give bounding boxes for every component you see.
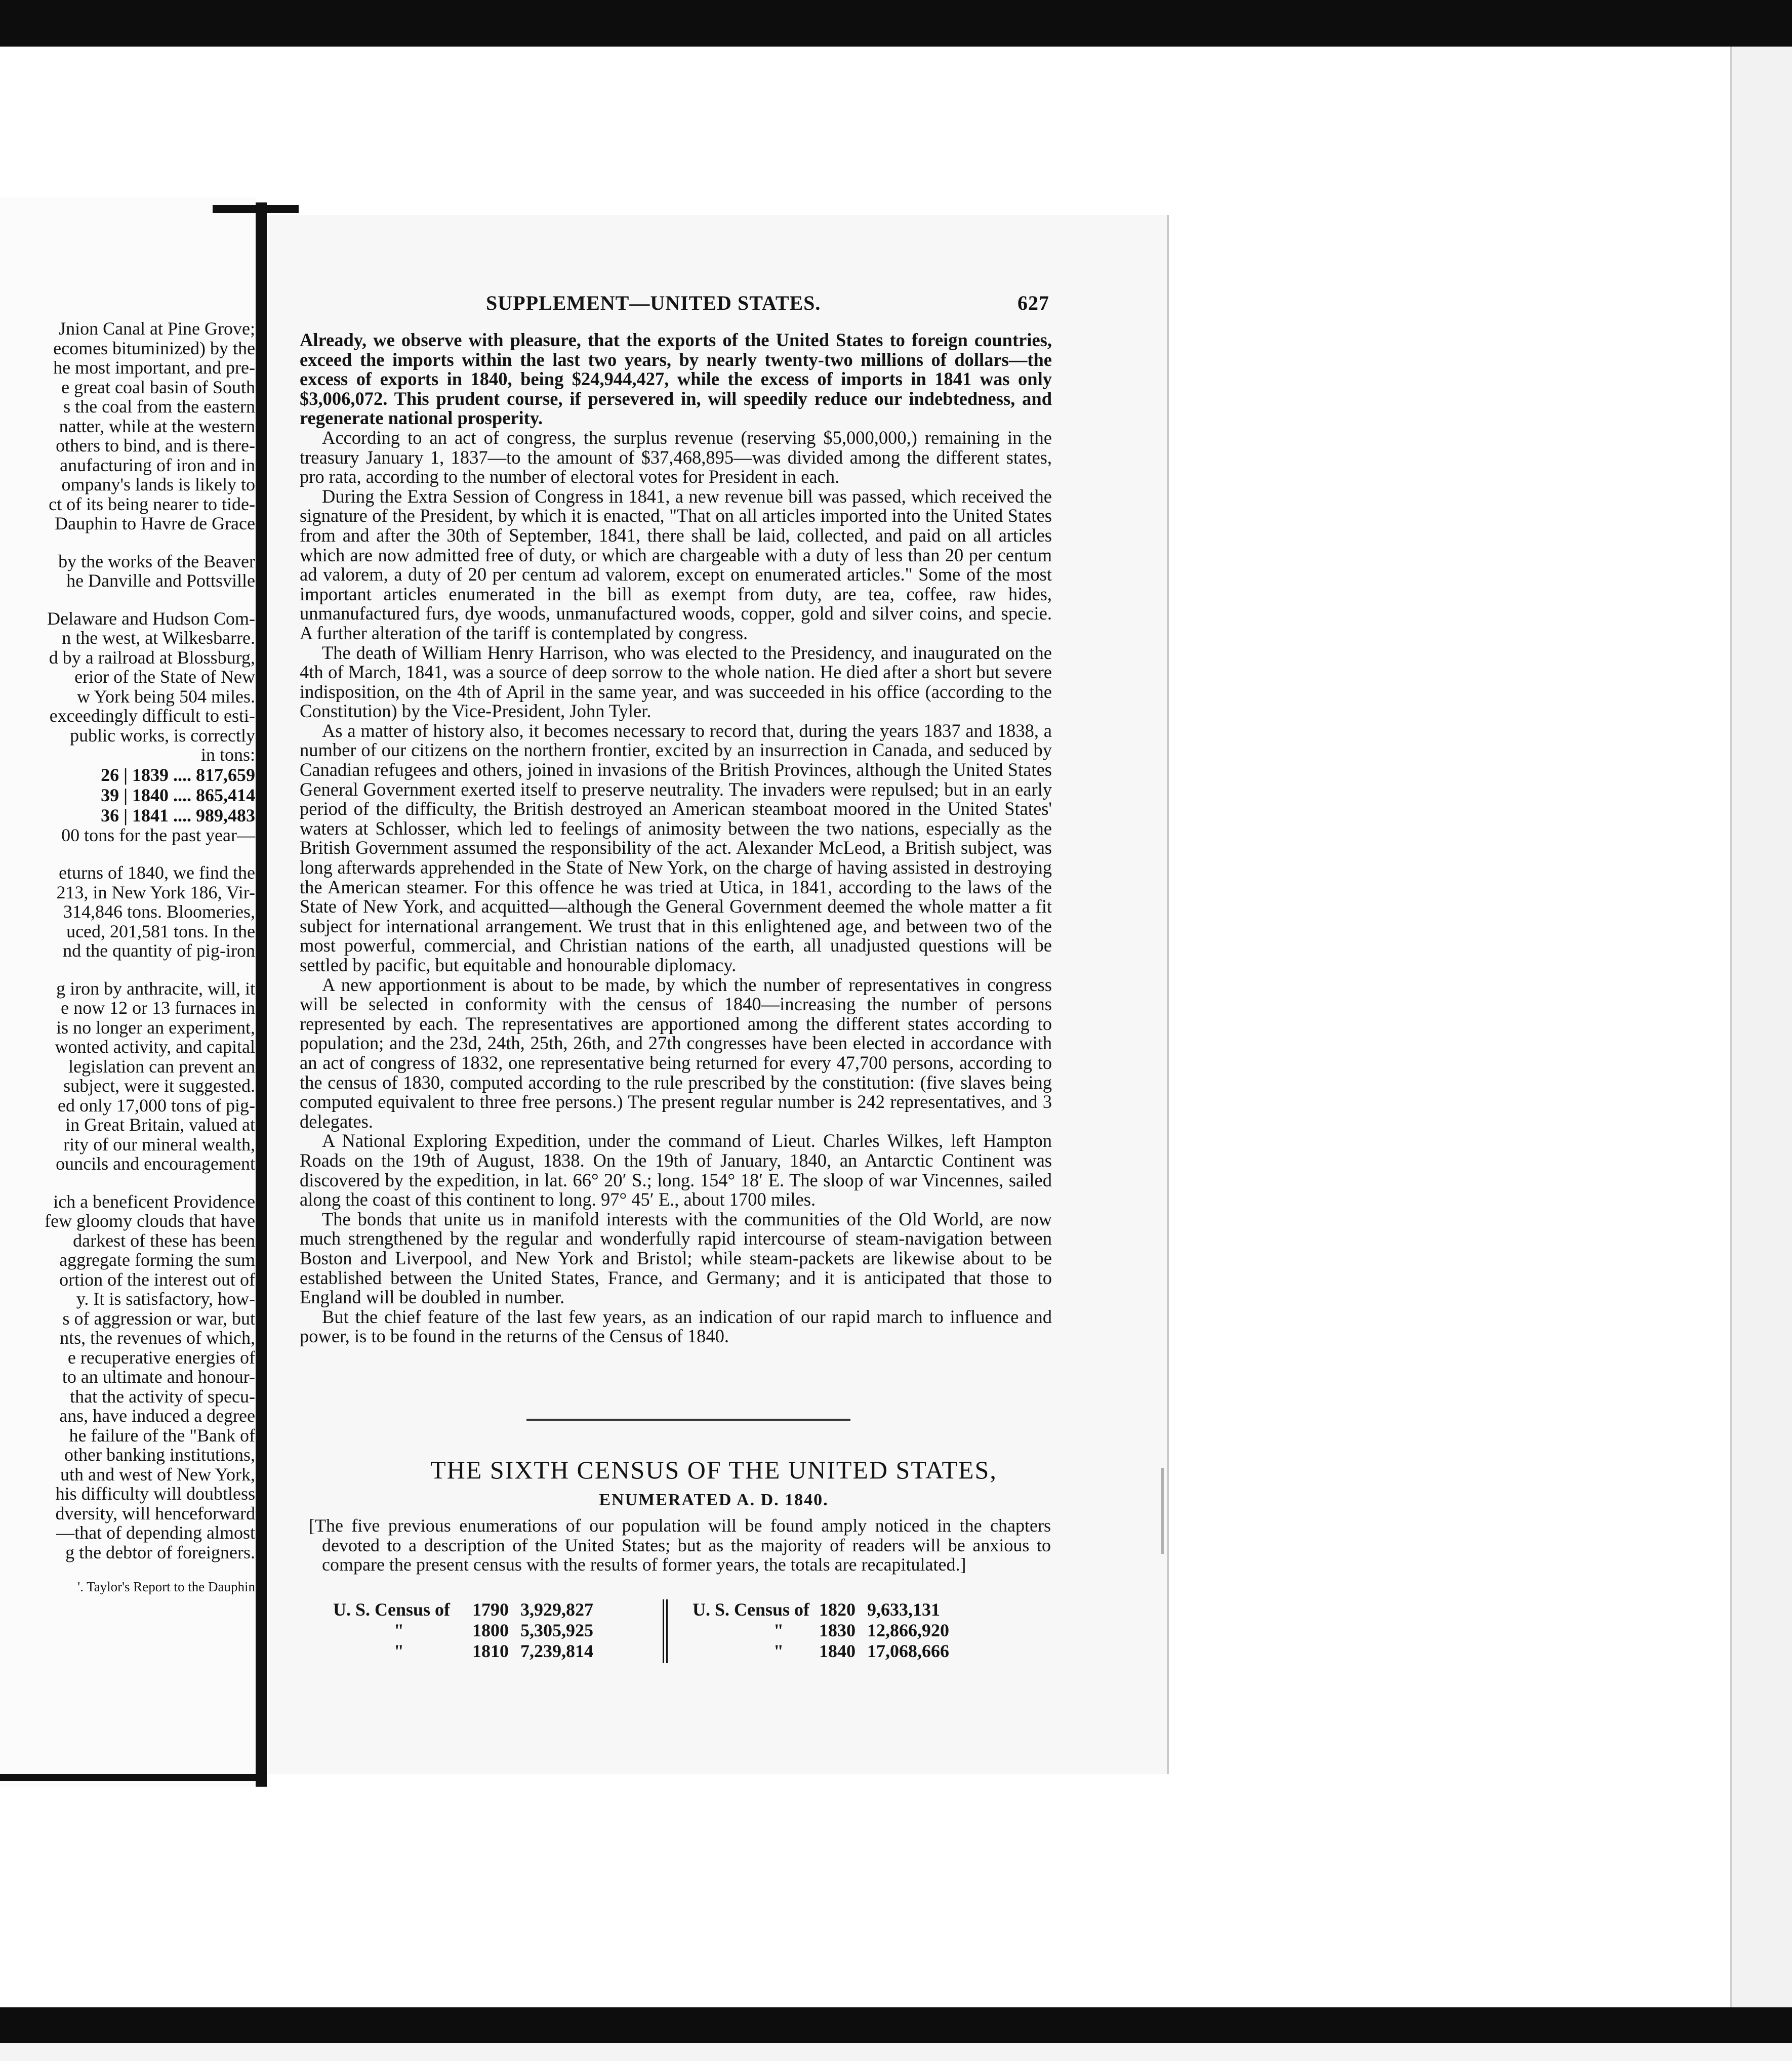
paragraph: The bonds that unite us in manifold interests with the communities of the Old World, are now much strengthened by the regular and wonderfully rapid intercourse of steam-navigation between Boston and Liverpool, and New York and Bristol; while steam-packets are likewise about to be established between the United States, France, and Germany; and it is anticipated that those to England will be doubled in number.: [300, 1208, 1052, 1308]
left-page-lines: [0, 319, 255, 765]
gutter-rule: [256, 202, 267, 1787]
text-line: ortion of the interest out of: [59, 1269, 255, 1290]
text-line: e now 12 or 13 furnaces in: [61, 998, 255, 1018]
table-row: [333, 1641, 1062, 1662]
paragraph: But the chief feature of the last few years, as an indication of our rapid march to influence and power, is to be found in the returns of the Census of 1840.: [300, 1306, 1052, 1347]
text-line: g the debtor of foreigners.: [65, 1542, 255, 1562]
census-value: 7,239,814: [520, 1641, 593, 1661]
paragraph: According to an act of congress, the surplus revenue (reserving $5,000,000,) remaining in the treasury January 1, 1837—to the amount of $37,468,895—was divided among the different states, pro rata, according to the number of electoral votes for President in each.: [300, 427, 1052, 487]
paragraph: Already, we observe with pleasure, that the exports of the United States to foreign countries, exceed the imports within the last two years, by nearly twenty-two millions of dollars—the excess of exports in 1840, being $24,944,427, while the excess of imports in 1841 was only $3,006,072. This prudent course, if persevered in, will speedily reduce our indebtedness, and regenerate national prosperity.: [300, 329, 1052, 429]
text-line: he Danville and Pottsville: [66, 570, 255, 591]
text-line: to an ultimate and honour-: [62, 1367, 255, 1387]
text-line: in Great Britain, valued at: [65, 1115, 255, 1135]
paragraph: During the Extra Session of Congress in 1841, a new revenue bill was passed, which received the signature of the President, by which it is enacted, "That on all articles imported into the United States from and after the 30th of September, 1841, there shall be laid, collected, and paid on all articles which are now admitted free of duty, or which are chargeable with a duty of less than 20 per centum ad valorem, a duty of 20 per centum ad valorem, except on enumerated articles." Some of the most important articles enumerated in the bill as exempt from duty, are tea, coffee, raw hides, unmanufactured furs, dye woods, unmanufactured woods, copper, gold and silver coins, and specie. A further alteration of the tariff is contemplated by congress.: [300, 485, 1052, 643]
census-note: [The five previous enumerations of our population will be found amply noticed in the chapters devoted to a description of the United States; but as the majority of readers will be anxious to compare the present census with the results of former years, the totals are recapitulated.]: [309, 1515, 1051, 1575]
census-label: ": [394, 1641, 404, 1661]
spacer: [0, 845, 255, 863]
text-line: in tons:: [200, 745, 255, 765]
left-page-tonnage-table: [0, 765, 255, 826]
text-line: ct of its being nearer to tide-: [49, 493, 255, 514]
text-line: 39 | 1840 .... 865,414: [101, 785, 255, 805]
scan-strip-bottom: [0, 2043, 1792, 2061]
census-column-divider: [663, 1599, 668, 1663]
text-line: s of aggression or war, but: [62, 1308, 255, 1329]
spacer: [0, 1174, 255, 1192]
text-line: he failure of the "Bank of: [69, 1425, 255, 1446]
page-edge-mark: [1161, 1468, 1164, 1554]
text-line: —that of depending almost: [56, 1522, 255, 1543]
text-line: ed only 17,000 tons of pig-: [58, 1095, 255, 1116]
text-line: wonted activity, and capital: [55, 1037, 255, 1057]
text-line: Dauphin to Havre de Grace: [55, 513, 255, 533]
census-label: ": [773, 1620, 784, 1640]
text-line: 314,846 tons. Bloomeries,: [63, 901, 255, 922]
text-line: ich a beneficent Providence: [53, 1191, 255, 1212]
text-line: natter, while at the western: [59, 416, 255, 436]
left-page-lines-after: [0, 826, 255, 1562]
text-line: s the coal from the eastern: [63, 396, 255, 417]
text-line: by the works of the Beaver: [58, 551, 255, 571]
page-number: 627: [1017, 292, 1049, 314]
text-line: erior of the State of New: [74, 667, 255, 687]
text-line: 26 | 1839 .... 817,659: [101, 764, 255, 785]
census-year: 1830: [819, 1620, 856, 1640]
body-text: [300, 331, 1052, 1346]
text-line: uced, 201,581 tons. In the: [66, 921, 255, 941]
text-line: ompany's lands is likely to: [61, 474, 255, 494]
census-year: 1800: [472, 1620, 509, 1640]
text-line: ouncils and encouragement: [56, 1153, 255, 1174]
text-line: n the west, at Wilkesbarre.: [62, 628, 255, 648]
text-line: Jnion Canal at Pine Grove;: [59, 318, 255, 339]
text-line: 36 | 1841 .... 989,483: [101, 805, 255, 826]
text-line: nts, the revenues of which,: [60, 1328, 255, 1348]
text-line: anufacturing of iron and in: [60, 455, 255, 475]
census-label: ": [773, 1641, 784, 1661]
text-line: public works, is correctly: [70, 725, 255, 746]
text-line: subject, were it suggested.: [63, 1076, 255, 1096]
gutter-rule-bottom: [0, 1774, 266, 1781]
text-line: rity of our mineral wealth,: [63, 1134, 255, 1155]
census-title: THE SIXTH CENSUS OF THE UNITED STATES,: [430, 1456, 997, 1484]
census-year: 1820: [819, 1599, 856, 1620]
text-line: that the activity of specu-: [70, 1386, 255, 1407]
text-line: 00 tons for the past year—: [61, 825, 255, 845]
text-line: e great coal basin of South: [61, 377, 255, 397]
paragraph: A National Exploring Expedition, under the command of Lieut. Charles Wilkes, left Hampton Roads on the 19th of August, 1838. On the 19th of January, 1840, an Antarctic Continent was discovered by the expedition, in lat. 66° 20′ S.; long. 154° 18′ E. The sloop of war Vincennes, sailed along the coast of this continent to long. 97° 45′ E., about 1700 miles.: [300, 1130, 1052, 1210]
census-year: 1810: [472, 1641, 509, 1661]
text-line: y. It is satisfactory, how-: [76, 1289, 255, 1309]
left-page-footnote: '. Taylor's Report to the Dauphin: [77, 1579, 255, 1594]
section-divider: [526, 1419, 850, 1421]
table-row: [333, 1620, 1062, 1641]
text-line: uth and west of New York,: [60, 1464, 255, 1485]
text-line: ecomes bituminized) by the: [53, 338, 255, 358]
text-line: 213, in New York 186, Vir-: [56, 882, 255, 902]
paragraph: A new apportionment is about to be made, by which the number of representatives in congress will be selected in conformity with the census of 1840—increasing the number of persons represented by each. The representatives are apportioned among the different states according to population; and the 23d, 24th, 25th, 26th, and 27th congresses have been elected in accordance with an act of congress of 1832, one representative being returned for every 47,700 persons, according to the census of 1830, computed according to the rule prescribed by the constitution: (five slaves being computed equivalent to three free persons.) The present regular number is 242 representatives, and 3 delegates.: [300, 974, 1052, 1132]
census-label: ": [394, 1620, 404, 1640]
text-line: legislation can prevent an: [68, 1056, 255, 1077]
left-page-column: [0, 319, 255, 1597]
spacer: [0, 533, 255, 552]
paragraph: As a matter of history also, it becomes necessary to record that, during the years 1837 and 1838, a number of our citizens on the northern frontier, excited by an insurrection in Canada, and seduced by Canadian refugees and others, joined in invasions of the British Provinces, although the United States General Government exerted itself to preserve neutrality. The invaders were repulsed; but in an early period of the difficulty, the British destroyed an American steamboat moored in the United States' waters at Schlosser, which led to feelings of animosity between the two nations, especially as the British Government assumed the responsibility of the act. Alexander McLeod, a British subject, was long afterwards apprehended in the State of New York, on the charge of having assisted in destroying the American steamer. For this offence he was tried at Utica, in 1841, according to the laws of the State of New York, and acquitted—although the General Government deemed the whole matter a fit subject for international arrangement. We trust that in this enlightened age, and between two of the most powerful, commercial, and Christian nations of the earth, all unadjusted questions will be settled by pacific, but equitable and honourable diplomacy.: [300, 720, 1052, 975]
text-line: aggregate forming the sum: [59, 1250, 255, 1270]
census-table: [333, 1599, 1062, 1662]
census-value: 12,866,920: [867, 1620, 949, 1640]
census-subtitle: ENUMERATED A. D. 1840.: [599, 1491, 829, 1509]
text-line: nd the quantity of pig-iron: [63, 940, 255, 961]
text-line: exceedingly difficult to esti-: [49, 706, 255, 726]
census-value: 3,929,827: [520, 1599, 593, 1620]
text-line: d by a railroad at Blossburg,: [49, 647, 255, 668]
census-label: U. S. Census of: [333, 1599, 451, 1620]
text-line: darkest of these has been: [73, 1230, 255, 1251]
left-facing-page: [0, 197, 257, 1787]
text-line: e recuperative energies of: [67, 1347, 255, 1368]
gutter-rule-top: [213, 205, 299, 213]
text-line: his difficulty will doubtless: [55, 1483, 255, 1504]
text-line: others to bind, and is there-: [56, 435, 255, 456]
text-line: eturns of 1840, we find the: [59, 862, 255, 883]
spacer: [0, 961, 255, 979]
census-year: 1790: [472, 1599, 509, 1620]
main-page: [268, 215, 1169, 1774]
text-line: g iron by anthracite, will, it: [56, 978, 255, 999]
census-label: U. S. Census of: [693, 1599, 810, 1620]
table-row: [333, 1599, 1062, 1620]
text-line: other banking institutions,: [64, 1445, 255, 1465]
census-year: 1840: [819, 1641, 856, 1661]
scan-margin-right: [1730, 47, 1792, 2007]
census-value: 9,633,131: [867, 1599, 940, 1620]
text-line: is no longer an experiment,: [56, 1017, 255, 1038]
text-line: few gloomy clouds that have: [45, 1211, 255, 1231]
text-line: w York being 504 miles.: [76, 686, 255, 707]
spacer: [0, 591, 255, 609]
text-line: dversity, will henceforward: [55, 1503, 255, 1523]
scan-border-top: [0, 0, 1792, 47]
running-title: SUPPLEMENT—UNITED STATES.: [486, 292, 821, 314]
census-value: 17,068,666: [867, 1641, 949, 1661]
text-line: he most important, and pre-: [53, 357, 255, 378]
paragraph: The death of William Henry Harrison, who was elected to the Presidency, and inaugurated on the 4th of March, 1841, was a source of deep sorrow to the whole nation. He died after a short but severe indisposition, on the 4th of April in the same year, and was succeeded in his office (according to the Constitution) by the Vice-President, John Tyler.: [300, 642, 1052, 722]
census-value: 5,305,925: [520, 1620, 593, 1640]
text-line: ans, have induced a degree: [59, 1406, 255, 1426]
text-line: Delaware and Hudson Com-: [47, 608, 255, 629]
